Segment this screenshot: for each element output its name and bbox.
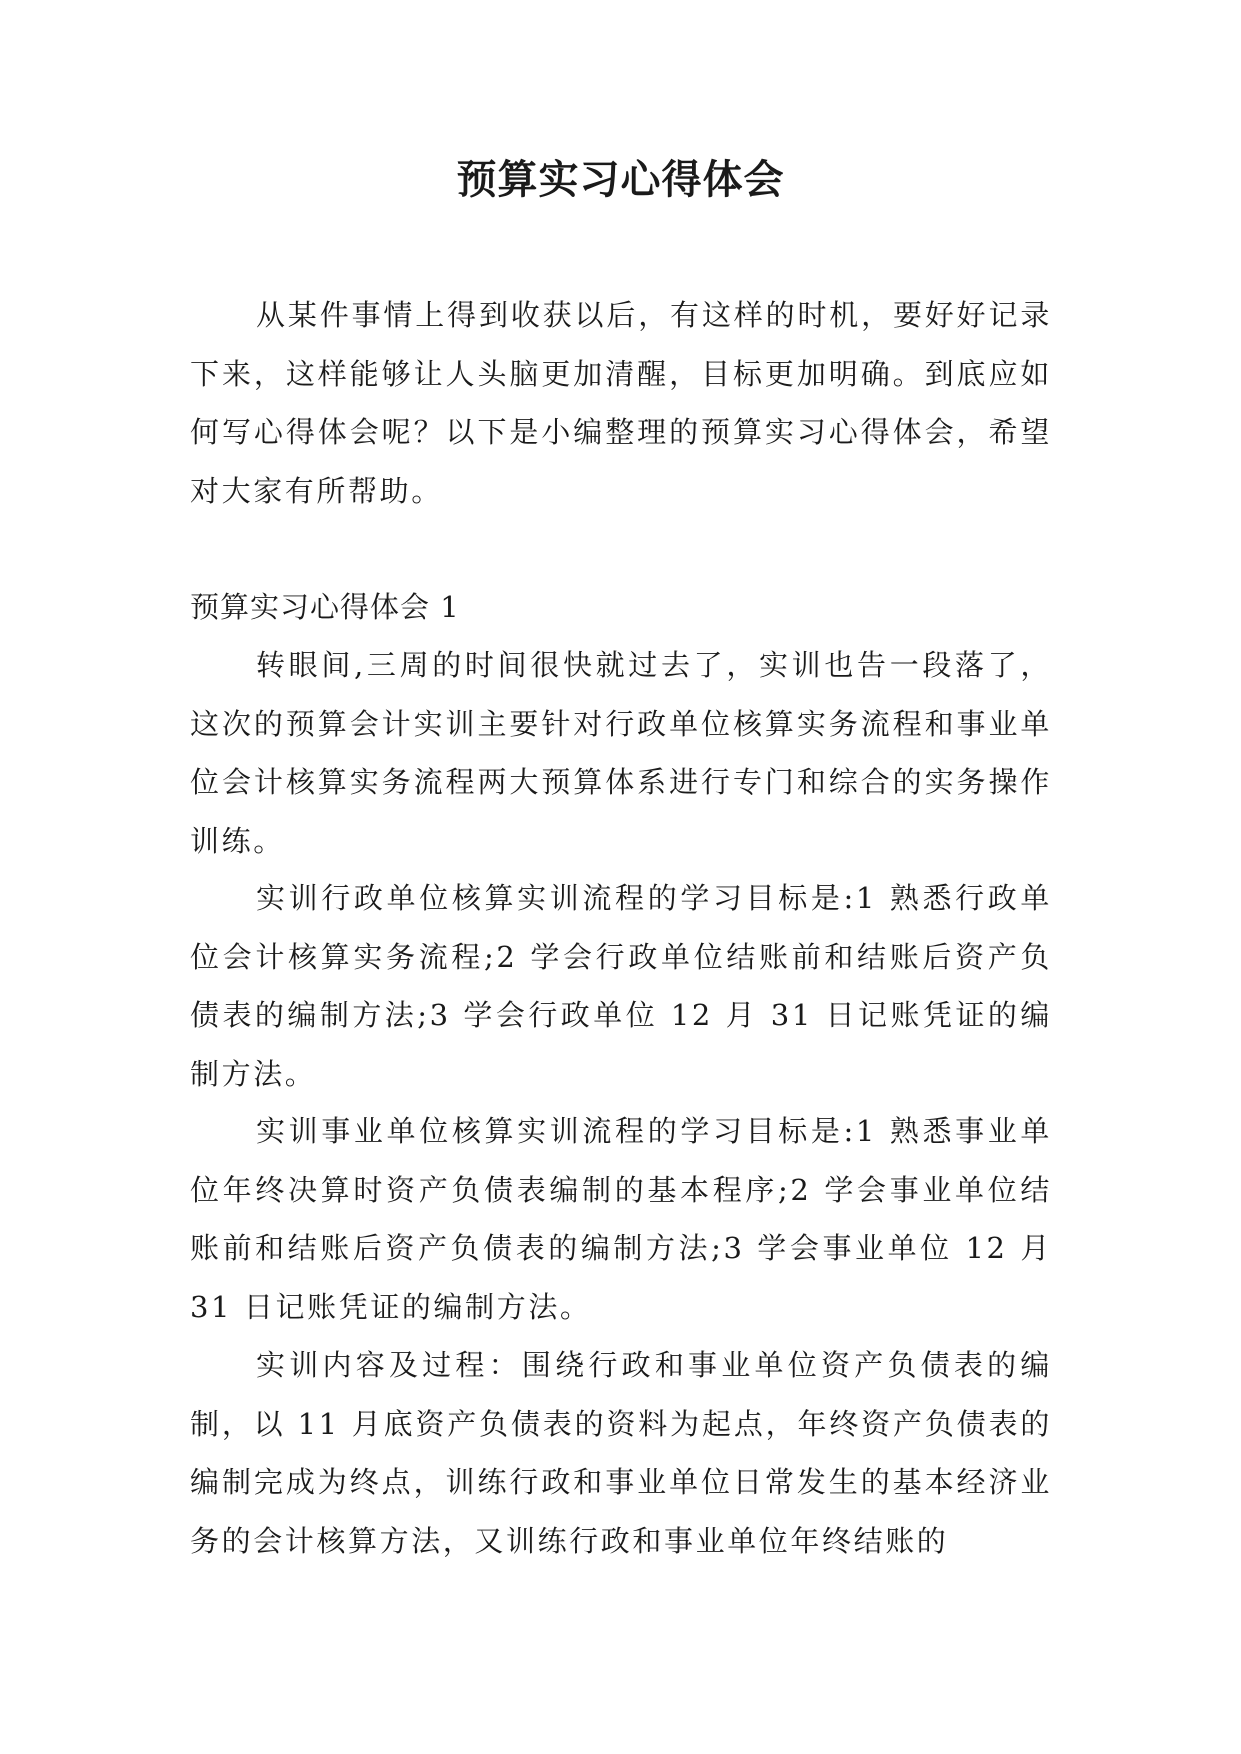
body-paragraph: 实训内容及过程：围绕行政和事业单位资产负债表的编制，以 11 月底资产负债表的资料为起点，年终资产负债表的编制完成为终点，训练行政和事业单位日常发生的基本经济业务的会计核算方法，又训练行政和事业单位年终结账的 bbox=[190, 1348, 1052, 1558]
body-paragraph: 实训事业单位核算实训流程的学习目标是:1 熟悉事业单位年终决算时资产负债表编制的基本程序;2 学会事业单位结账前和结账后资产负债表的编制方法;3 学会事业单位 12 月 31 日记账凭证的编制方法。 bbox=[190, 1114, 1052, 1324]
intro-paragraph: 从某件事情上得到收获以后，有这样的时机，要好好记录下来，这样能够让人头脑更加清醒，目标更加明确。到底应如何写心得体会呢？以下是小编整理的预算实习心得体会，希望对大家有所帮助。 bbox=[190, 298, 1052, 508]
body-paragraph: 实训行政单位核算实训流程的学习目标是:1 熟悉行政单位会计核算实务流程;2 学会行政单位结账前和结账后资产负债表的编制方法;3 学会行政单位 12 月 31 日记账凭证的编制方法。 bbox=[190, 881, 1052, 1091]
body-paragraph: 转眼间,三周的时间很快就过去了，实训也告一段落了，这次的预算会计实训主要针对行政单位核算实务流程和事业单位会计核算实务流程两大预算体系进行专门和综合的实务操作训练。 bbox=[190, 648, 1052, 858]
section-heading: 预算实习心得体会 1 bbox=[190, 590, 460, 624]
document-title: 预算实习心得体会 bbox=[456, 156, 785, 203]
